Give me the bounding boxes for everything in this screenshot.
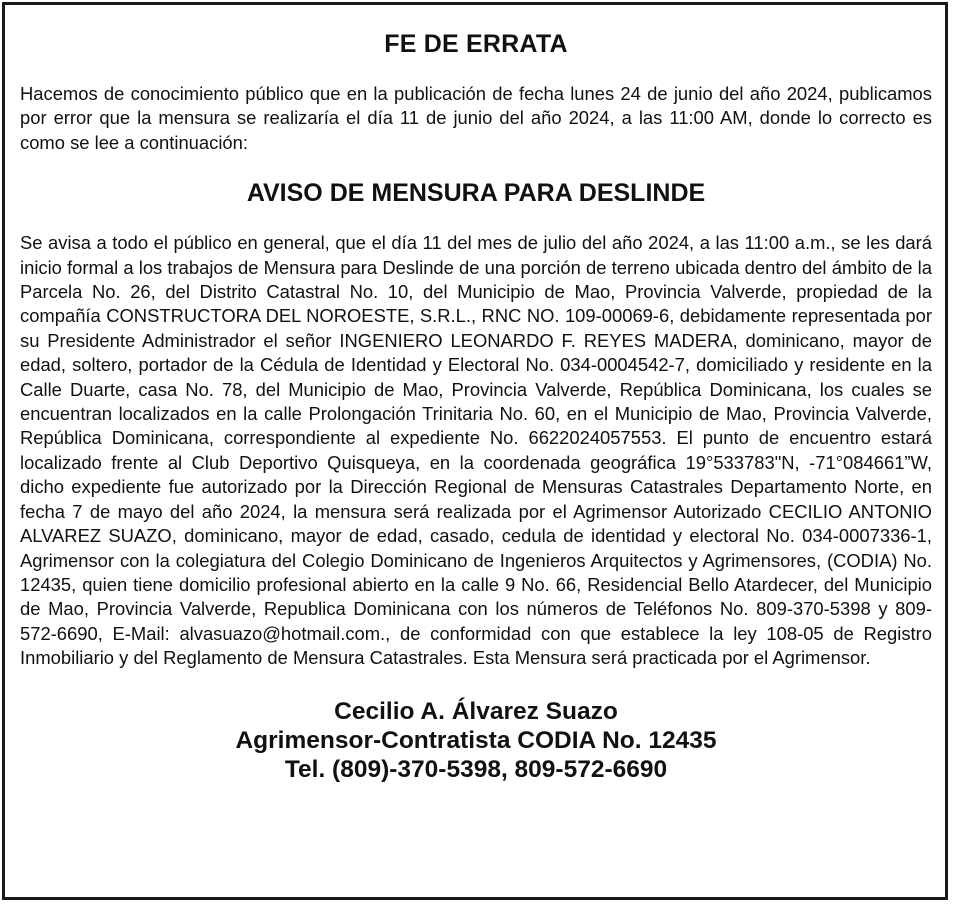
- notice-title: FE DE ERRATA: [384, 30, 568, 58]
- signature-name: Cecilio A. Álvarez Suazo: [334, 697, 618, 725]
- signature-phones: Tel. (809)-370-5398, 809-572-6690: [284, 755, 668, 783]
- signature-role: Agrimensor-Contratista CODIA No. 12435: [235, 726, 717, 754]
- signature-block: [20, 697, 932, 784]
- intro-paragraph: Hacemos de conocimiento público que en la publicación de fecha lunes 24 de junio del año 2024, publicamos por error que la mensura se realizaría el día 11 de junio del año 2024, a las 11:00 AM, donde lo correcto es como se lee a continuación:: [20, 83, 932, 153]
- body-paragraph: Se avisa a todo el público en general, que el día 11 del mes de julio del año 2024, a las 11:00 a.m., se les dará inicio formal a los trabajos de Mensura para Deslinde de una porción de terreno ubicada dentro del ámbito de la Parcela No. 26, del Distrito Catastral No. 10, del Municipio de Mao, Provincia Valverde, propiedad de la compañía CONSTRUCTORA DEL NOROESTE, S.R.L., RNC NO. 109-00069-6, debidamente representada por su Presidente Administrador el señor INGENIERO LEONARDO F. REYES MADERA, dominicano, mayor de edad, soltero, portador de la Cédula de Identidad y Electoral No. 034-0004542-7, domiciliado y residente en la Calle Duarte, casa No. 78, del Municipio de Mao, Provincia Valverde, República Dominicana, los cuales se encuentran localizados en la calle Prolongación Trinitaria No. 60, en el Municipio de Mao, Provincia Valverde, República Dominicana, correspondiente al expediente No. 6622024057553. El punto de encuentro estará localizado frente al Club Deportivo Quisqueya, en la coordenada geográfica 19°533783"N, -71°084661”W, dicho expediente fue autorizado por la Dirección Regional de Mensuras Catastrales Departamento Norte, en fecha 7 de mayo del año 2024, la mensura será realizada por el Agrimensor Autorizado CECILIO ANTONIO ALVAREZ SUAZO, dominicano, mayor de edad, casado, cedula de identidad y electoral No. 034-0007336-1, Agrimensor con la colegiatura del Colegio Dominicano de Ingenieros Arquitectos y Agrimensores, (CODIA) No. 12435, quien tiene domicilio profesional abierto en la calle 9 No. 66, Residencial Bello Atardecer, del Municipio de Mao, Provincia Valverde, Republica Dominicana con los números de Teléfonos No. 809-370-5398 y 809-572-6690, E-Mail: alvasuazo@hotmail.com., de conformidad con que establece la ley 108-05 de Registro Inmobiliario y del Reglamento de Mensura Catastrales. Esta Mensura será practicada por el Agrimensor.: [20, 232, 932, 669]
- notice-subtitle: AVISO DE MENSURA PARA DESLINDE: [246, 179, 706, 208]
- notice-content: [20, 20, 932, 784]
